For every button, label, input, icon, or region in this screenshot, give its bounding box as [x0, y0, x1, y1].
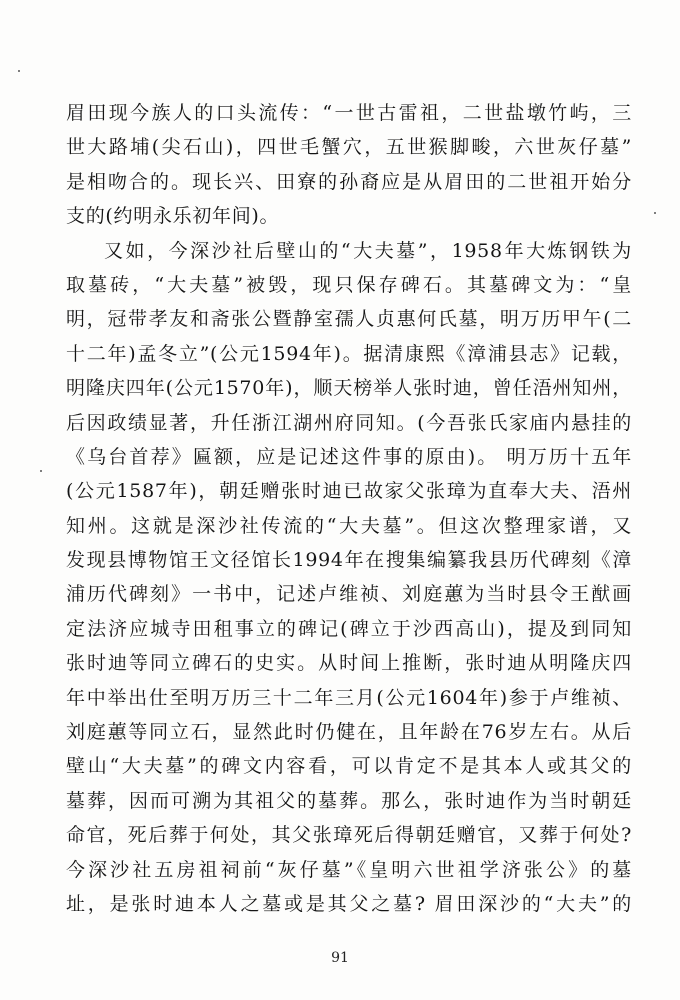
- text-line: 址，是张时迪本人之墓或是其父之墓? 眉田深沙的“大夫”的: [66, 892, 632, 915]
- text-line: 支的(约明永乐初年间)。: [66, 205, 280, 228]
- text-line: 是相吻合的。现长兴、田寮的孙裔应是从眉田的二世祖开始分: [66, 170, 632, 193]
- text-line: 命官，死后葬于何处，其父张璋死后得朝廷赠官，又葬于何处?: [66, 824, 632, 847]
- text-line: (公元1587年)，朝廷赠张时迪已故家父张璋为直奉大夫、浯州: [66, 480, 632, 503]
- text-line: 发现县博物馆王文径馆长1994年在搜集编纂我县历代碑刻《漳: [66, 549, 632, 572]
- text-line: 取墓砖，“大夫墓”被毁，现只保存碑石。其墓碑文为：“皇: [66, 273, 632, 296]
- text-line: 张时迪等同立碑石的史实。从时间上推断，张时迪从明隆庆四: [66, 652, 632, 675]
- text-line: 浦历代碑刻》一书中，记述卢维祯、刘庭蕙为当时县令王猷画: [66, 583, 632, 606]
- text-line: 墓葬，因而可溯为其祖父的墓葬。那么，张时迪作为当时朝廷: [66, 789, 632, 812]
- text-line: 《乌台首荐》匾额，应是记述这件事的原由)。 明万历十五年: [66, 445, 632, 468]
- text-line: 后因政绩显著，升任浙江湖州府同知。(今吾张氏家庙内悬挂的: [66, 411, 632, 434]
- text-line: 今深沙社五房祖祠前“灰仔墓”《皇明六世祖学济张公》的墓: [66, 858, 632, 881]
- paragraph-start-line: 又如，今深沙社后壁山的“大夫墓”，1958年大炼钢铁为: [104, 239, 632, 262]
- scan-speck: [654, 212, 656, 214]
- text-line: 明，冠带孝友和斋张公暨静室孺人贞惠何氏墓，明万历甲午(二: [66, 308, 632, 331]
- text-line: 年中举出仕至明万历三十二年三月(公元1604年)参于卢维祯、: [66, 686, 632, 709]
- scan-speck: [18, 70, 20, 72]
- scan-speck: [40, 470, 42, 472]
- text-line: 眉田现今族人的口头流传：“一世古雷祖，二世盐墩竹屿，三: [66, 102, 632, 124]
- text-line: 十二年)孟冬立”(公元1594年)。据清康熙《漳浦县志》记载，: [66, 342, 632, 365]
- body-text: [66, 96, 632, 921]
- text-line: 定法济应城寺田租事立的碑记(碑立于沙西高山)，提及到同知: [66, 617, 632, 640]
- text-line: 壁山“大夫墓”的碑文内容看，可以肯定不是其本人或其父的: [66, 755, 632, 778]
- text-line: 明隆庆四年(公元1570年)，顺天榜举人张时迪，曾任浯州知州，: [66, 377, 632, 400]
- page-number: 91: [331, 950, 349, 966]
- text-line: 刘庭蕙等同立石，显然此时仍健在，且年龄在76岁左右。从后: [66, 721, 632, 744]
- text-line: 世大路埔(尖石山)，四世毛蟹穴，五世猴脚畯，六世灰仔墓”: [66, 136, 632, 159]
- text-line: 知州。这就是深沙社传流的“大夫墓”。但这次整理家谱，又: [66, 514, 632, 537]
